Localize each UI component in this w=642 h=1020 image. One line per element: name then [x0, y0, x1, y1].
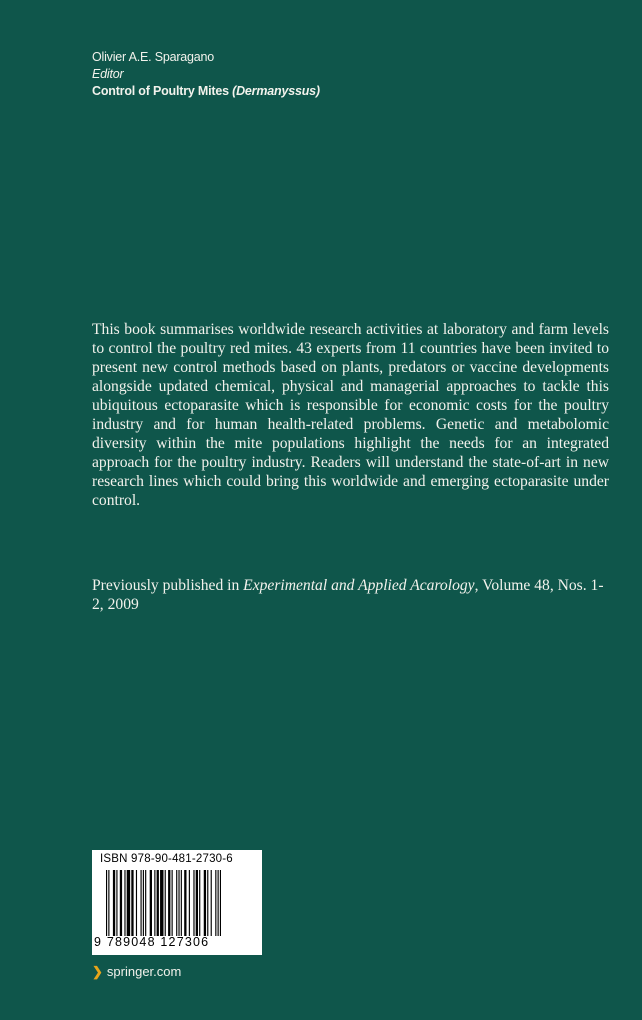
barcode-bar: [124, 870, 125, 936]
barcode-bar: [165, 870, 166, 936]
barcode-bar: [108, 870, 109, 936]
publication-note-suffix: , Volume 48, Nos. 1-2, 2009: [92, 577, 604, 613]
publication-note: [92, 576, 609, 614]
barcode-bar: [127, 870, 130, 936]
barcode-bar: [143, 870, 144, 936]
publisher-link[interactable]: [92, 964, 181, 980]
barcode-bar: [141, 870, 142, 936]
barcode-bar: [160, 870, 163, 936]
barcode-icon: [106, 870, 256, 936]
barcode-bar: [181, 870, 182, 936]
publisher-url: springer.com: [106, 964, 182, 979]
barcode-bar: [136, 870, 137, 936]
barcode-bar: [154, 870, 155, 936]
barcode-bar: [157, 870, 159, 936]
barcode-bar: [120, 870, 122, 936]
book-title-main: Control of Poultry Mites: [92, 84, 233, 98]
barcode-bar: [211, 870, 212, 936]
barcode-bar: [150, 870, 152, 936]
barcode-bar: [199, 870, 200, 936]
barcode-bar: [189, 870, 190, 936]
editor-role: Editor: [92, 67, 124, 81]
barcode-bar: [204, 870, 206, 936]
barcode-bar: [176, 870, 177, 936]
barcode-panel: [92, 850, 262, 955]
barcode-bar: [145, 870, 146, 936]
barcode-bar: [113, 870, 115, 936]
book-description: This book summarises worldwide research activities at laboratory and farm levels to control the poultry red mites. 43 experts from 11 countries have been invited to present new control methods based on plants, predators or vaccine developments alongside updated chemical, physical and managerial approaches to tackle this ubiquitous ectoparasite which is responsible for economic costs for the poultry industry and for human health-related problems. Genetic and metabolomic diversity within the mite populations highlight the needs for an integrated approach for the poultry industry. Readers will understand the state-of-art in new research lines which could bring this worldwide and emerging ectoparasite under control.: [92, 321, 609, 509]
barcode-bar: [168, 870, 170, 936]
cover-header: [92, 49, 320, 100]
barcode-bar: [184, 870, 186, 936]
barcode-bar: [116, 870, 117, 936]
barcode-number: 9 789048 127306: [94, 935, 210, 949]
book-title: [92, 83, 320, 100]
journal-name: Experimental and Applied Acarology: [243, 577, 475, 594]
barcode-bar: [106, 870, 107, 936]
book-title-italic: (Dermanyssus): [232, 84, 320, 98]
editor-name: Olivier A.E. Sparagano: [92, 50, 215, 64]
barcode-bar: [207, 870, 208, 936]
barcode-bar: [131, 870, 133, 936]
barcode-bar: [172, 870, 173, 936]
barcode-bar: [220, 870, 221, 936]
chevron-right-icon: ❯: [92, 964, 103, 979]
barcode-bar: [178, 870, 179, 936]
publication-note-prefix: Previously published in: [92, 577, 244, 594]
barcode-bar: [193, 870, 194, 936]
barcode-bar: [218, 870, 219, 936]
barcode-bar: [215, 870, 216, 936]
isbn-label: ISBN 978-90-481-2730-6: [100, 853, 233, 865]
barcode-bar: [196, 870, 198, 936]
